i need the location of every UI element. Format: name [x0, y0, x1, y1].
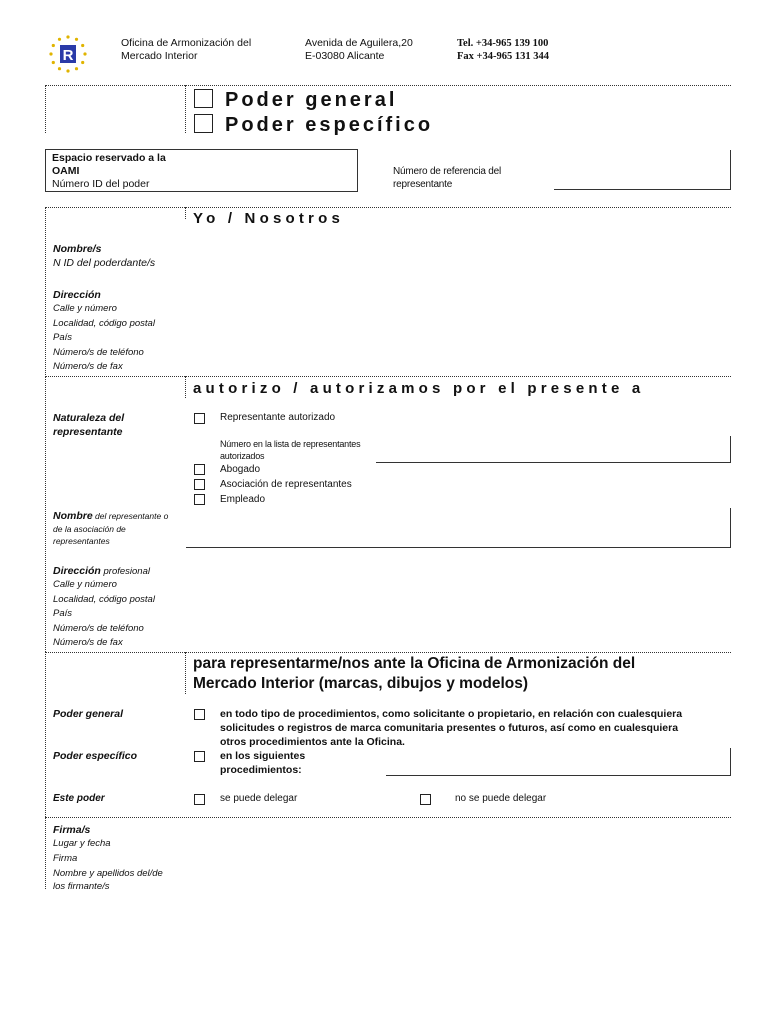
- divider-vertical: [45, 207, 46, 375]
- office-line-1: Oficina de Armonización del: [121, 37, 252, 49]
- svg-text:R: R: [62, 47, 74, 64]
- grantor-fax-label: Número/s de fax: [53, 361, 123, 372]
- office-name: [121, 37, 251, 63]
- rep-name-label-bold: Nombre: [53, 510, 93, 522]
- list-number-line-2: autorizados: [220, 451, 265, 461]
- poder-especifico-title: Poder específico: [225, 114, 434, 136]
- divider: [45, 652, 731, 653]
- general-power-checkbox[interactable]: [194, 709, 205, 720]
- rep-name-line-3: representantes: [53, 536, 110, 546]
- rep-name-field[interactable]: [186, 508, 731, 548]
- oami-logo: [48, 34, 88, 74]
- delegable-checkbox[interactable]: [194, 794, 205, 805]
- poder-general-title: Poder general: [225, 89, 398, 111]
- rep-ref-line-2: representante: [393, 179, 453, 190]
- grantor-address-label: Dirección: [53, 289, 101, 301]
- signature-title: Firma/s: [53, 824, 91, 836]
- specific-power-text: [220, 749, 305, 777]
- divider-vertical: [185, 85, 186, 133]
- power-id-label: Número ID del poder: [52, 178, 150, 190]
- grantor-title: Yo / Nosotros: [193, 210, 344, 227]
- grantor-names-label: Nombre/s: [53, 243, 102, 255]
- poder-especifico-checkbox[interactable]: [194, 114, 213, 133]
- authorized-rep-label: Representante autorizado: [220, 412, 336, 423]
- rep-name-line-2: de la asociación de: [53, 524, 126, 534]
- signer-names-line-2: los firmante/s: [53, 881, 110, 892]
- signature-label: Firma: [53, 852, 78, 864]
- rep-ref-label: [393, 165, 501, 191]
- address-line-2: E-03080 Alicante: [305, 50, 385, 62]
- rep-ref-line-1: Número de referencia del: [393, 166, 502, 177]
- rep-fax-label: Número/s de fax: [53, 637, 123, 648]
- specific-power-label: Poder específico: [53, 750, 138, 762]
- reserved-line-1: Espacio reservado a la: [52, 152, 166, 164]
- representation-title: [193, 654, 635, 694]
- rep-country-label: País: [53, 608, 73, 619]
- specific-power-checkbox[interactable]: [194, 751, 205, 762]
- this-power-label: Este poder: [53, 793, 105, 804]
- delegable-label: se puede delegar: [220, 793, 298, 804]
- office-contact: [457, 37, 549, 63]
- rep-street-label: Calle y número: [53, 579, 117, 590]
- general-power-text: [220, 707, 682, 749]
- fax-number: Fax +34-965 131 344: [457, 51, 550, 62]
- divider: [45, 376, 731, 377]
- divider: [45, 85, 731, 86]
- general-text-line-2: solicitudes o registros de marca comunitaria presentes o futuros, así como en cualesquiera: [220, 722, 679, 734]
- rep-ref-field[interactable]: [554, 150, 731, 190]
- representation-title-line-2: Mercado Interior (marcas, dibujos y modelos): [193, 675, 529, 692]
- list-number-field[interactable]: [376, 436, 731, 463]
- tel-number: Tel. +34-965 139 100: [457, 38, 549, 49]
- prof-address-label-bold: Dirección: [53, 565, 101, 577]
- general-power-label: Poder general: [53, 708, 124, 720]
- divider-vertical: [185, 376, 186, 398]
- authorize-title: autorizo / autorizamos por el presente a: [193, 380, 645, 397]
- grantor-labels: [53, 242, 155, 271]
- office-line-2: Mercado Interior: [121, 50, 198, 62]
- grantor-country-label: País: [53, 332, 73, 343]
- poder-general-checkbox[interactable]: [194, 89, 213, 108]
- address-line-1: Avenida de Aguilera,20: [305, 37, 413, 49]
- lawyer-checkbox[interactable]: [194, 464, 205, 475]
- authorized-rep-checkbox[interactable]: [194, 413, 205, 424]
- general-text-line-1: en todo tipo de procedimientos, como solicitante o propietario, en relación con cualesquiera: [220, 708, 683, 720]
- prof-address-label-rest: profesional: [100, 566, 150, 577]
- grantor-phone-label: Número/s de teléfono: [53, 346, 144, 358]
- divider-vertical: [45, 376, 46, 652]
- rep-address-labels: [53, 563, 155, 651]
- reserved-label: [52, 152, 166, 178]
- rep-nature-line-2: representante: [53, 426, 123, 438]
- rep-city-label: Localidad, código postal: [53, 593, 155, 605]
- divider-vertical: [45, 85, 46, 133]
- lawyer-label: Abogado: [220, 464, 261, 475]
- divider-vertical: [45, 652, 46, 817]
- general-text-line-3: otros procedimientos ante la Oficina.: [220, 736, 405, 748]
- association-label: Asociación de representantes: [220, 479, 352, 490]
- association-checkbox[interactable]: [194, 479, 205, 490]
- list-number-label: [220, 438, 360, 462]
- signature-labels: [53, 823, 163, 893]
- divider: [45, 207, 731, 208]
- rep-name-label-rest: del representante o: [92, 511, 169, 521]
- grantor-id-label: N ID del poderdante/s: [53, 257, 156, 269]
- reserved-line-2: OAMI: [52, 165, 80, 177]
- divider-vertical: [45, 817, 46, 889]
- grantor-address-labels: [53, 288, 155, 375]
- divider-vertical: [185, 207, 186, 219]
- list-number-line-1: Número en la lista de representantes: [220, 439, 361, 449]
- not-delegable-checkbox[interactable]: [420, 794, 431, 805]
- specific-text-line-1: en los siguientes: [220, 750, 306, 762]
- office-address: [305, 37, 413, 63]
- representation-title-line-1: para representarme/nos ante la Oficina de Armonización del: [193, 655, 636, 672]
- place-date-label: Lugar y fecha: [53, 838, 111, 849]
- grantor-city-label: Localidad, código postal: [53, 317, 155, 329]
- grantor-street-label: Calle y número: [53, 303, 117, 314]
- divider-vertical: [185, 652, 186, 694]
- specific-text-line-2: procedimientos:: [220, 764, 302, 776]
- employee-checkbox[interactable]: [194, 494, 205, 505]
- rep-name-label: [53, 508, 178, 547]
- rep-nature-label: [53, 411, 124, 439]
- rep-phone-label: Número/s de teléfono: [53, 622, 144, 634]
- divider: [45, 817, 731, 818]
- signer-names-line-1: Nombre y apellidos del/de: [53, 868, 163, 879]
- rep-nature-line-1: Naturaleza del: [53, 412, 125, 424]
- procedures-field[interactable]: [386, 748, 731, 776]
- not-delegable-label: no se puede delegar: [455, 793, 547, 804]
- employee-label: Empleado: [220, 494, 266, 505]
